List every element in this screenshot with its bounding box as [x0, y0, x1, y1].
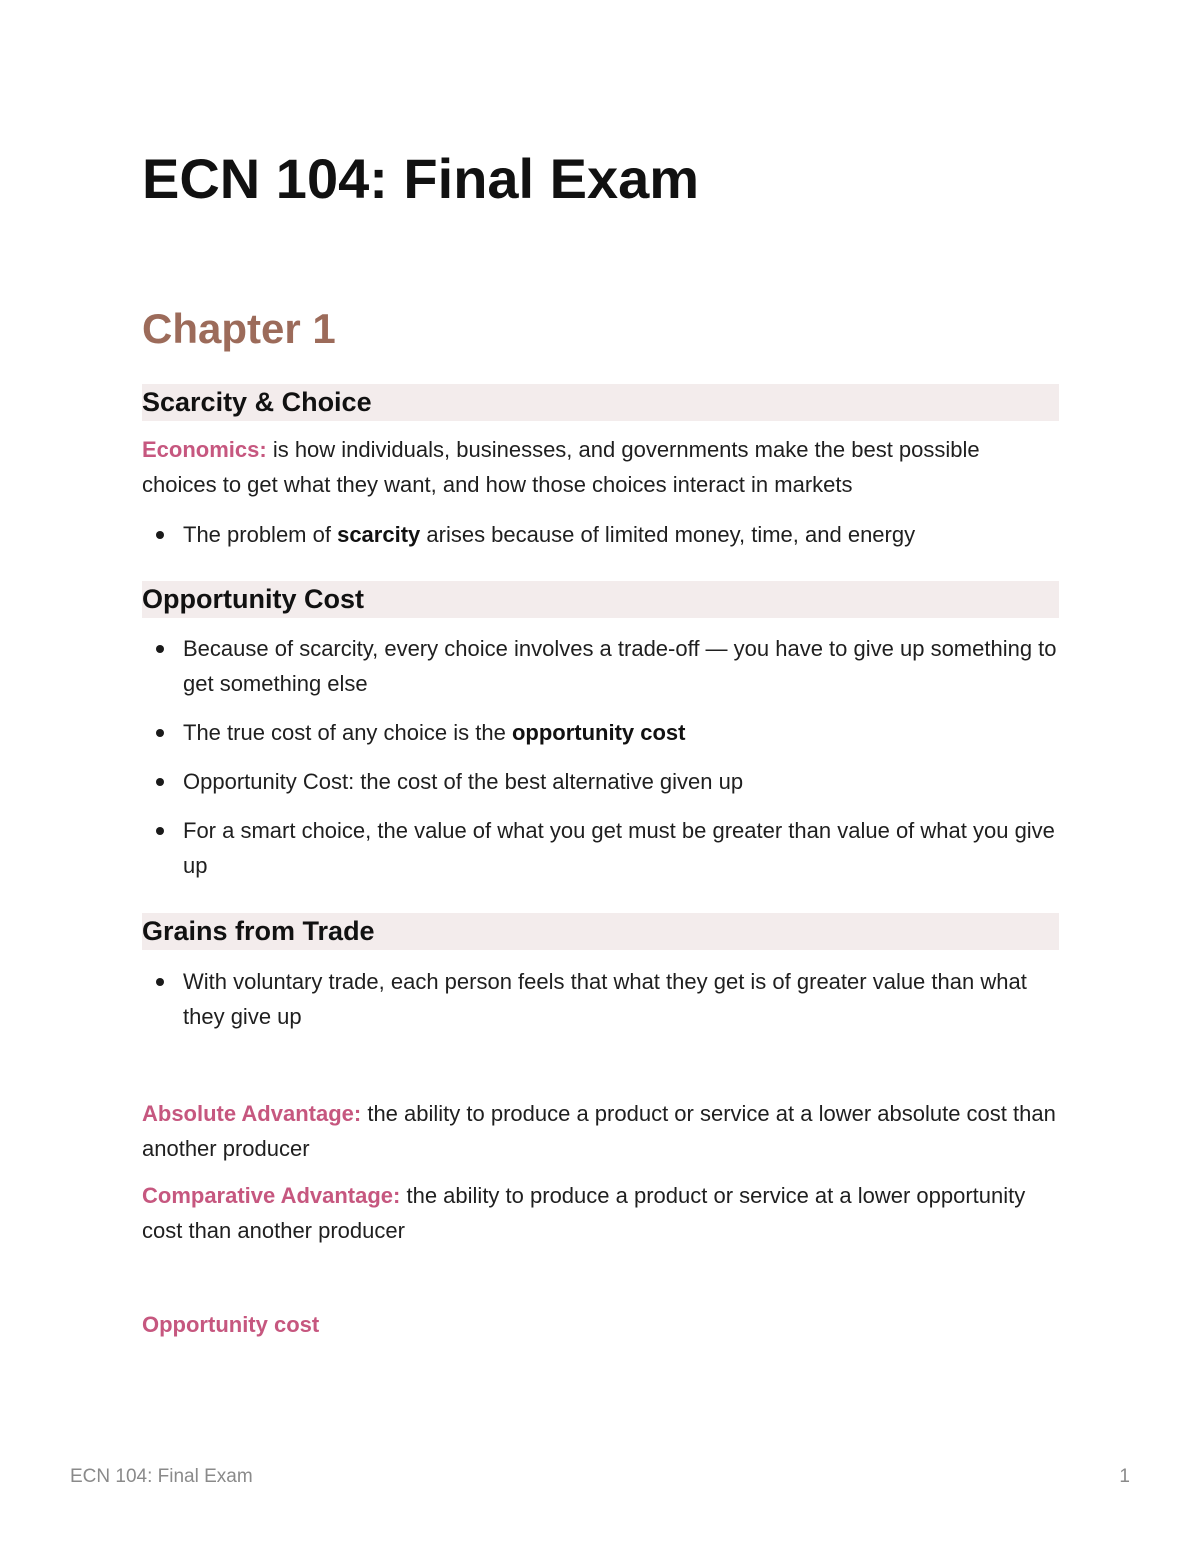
list-item	[142, 764, 1059, 799]
bullet-text: With voluntary trade, each person feels that what they get is of greater value than what they give up	[183, 969, 1027, 1029]
comparative-advantage-text: the ability to produce a product or service at a lower opportunity cost than another producer	[142, 1183, 1026, 1243]
section-heading-trade: Grains from Trade	[142, 916, 375, 946]
opportunity-cost-subheading	[142, 1307, 1059, 1342]
bullet-text: The true cost of any choice is the	[183, 720, 512, 745]
bullet-icon	[156, 531, 164, 539]
scarcity-bullet-list	[142, 517, 1059, 566]
bullet-bold-text: opportunity cost	[511, 720, 686, 745]
section-heading-scarcity: Scarcity & Choice	[142, 387, 372, 417]
economics-text: is how individuals, businesses, and governments make the best possible choices to get what they want, and how those choices interact in markets	[142, 437, 980, 497]
absolute-advantage-term: Absolute Advantage:	[142, 1101, 362, 1126]
section-gains-from-trade	[142, 913, 1059, 950]
economics-term: Economics:	[142, 437, 267, 462]
bullet-text: Because of scarcity, every choice involves a trade-off — you have to give up something to get something else	[183, 636, 1057, 696]
list-item	[142, 631, 1059, 701]
bullet-icon	[156, 778, 164, 786]
comparative-advantage-term: Comparative Advantage:	[142, 1183, 401, 1208]
page-number: 1	[1119, 1466, 1130, 1487]
bullet-text: The problem of	[183, 522, 338, 547]
bullet-icon	[156, 827, 164, 835]
list-item	[142, 715, 1059, 750]
section-heading-opportunity-cost: Opportunity Cost	[142, 584, 364, 614]
bullet-icon	[156, 645, 164, 653]
absolute-advantage-text: the ability to produce a product or service at a lower absolute cost than another producer	[142, 1101, 1056, 1161]
bullet-icon	[156, 729, 164, 737]
bullet-text: arises because of limited money, time, and energy	[420, 522, 916, 547]
section-scarcity	[142, 384, 1059, 421]
bullet-text: Opportunity Cost: the cost of the best alternative given up	[183, 769, 744, 794]
list-item	[142, 964, 1059, 1034]
trade-bullet-list	[142, 964, 1059, 1048]
chapter-heading: Chapter 1	[142, 305, 336, 352]
footer-title: ECN 104: Final Exam	[70, 1466, 253, 1487]
absolute-advantage-definition	[142, 1096, 1059, 1166]
bullet-text: For a smart choice, the value of what you get must be greater than value of what you give up	[183, 818, 1055, 878]
bullet-icon	[156, 978, 164, 986]
opportunity-cost-term: Opportunity cost	[142, 1312, 320, 1337]
section-opportunity-cost	[142, 581, 1059, 618]
economics-definition	[142, 432, 1059, 502]
bullet-bold-text: scarcity	[337, 522, 421, 547]
list-item	[142, 517, 1059, 552]
opportunity-bullet-list	[142, 631, 1059, 897]
list-item	[142, 813, 1059, 883]
document-title: ECN 104: Final Exam	[142, 147, 700, 210]
comparative-advantage-definition	[142, 1178, 1059, 1248]
